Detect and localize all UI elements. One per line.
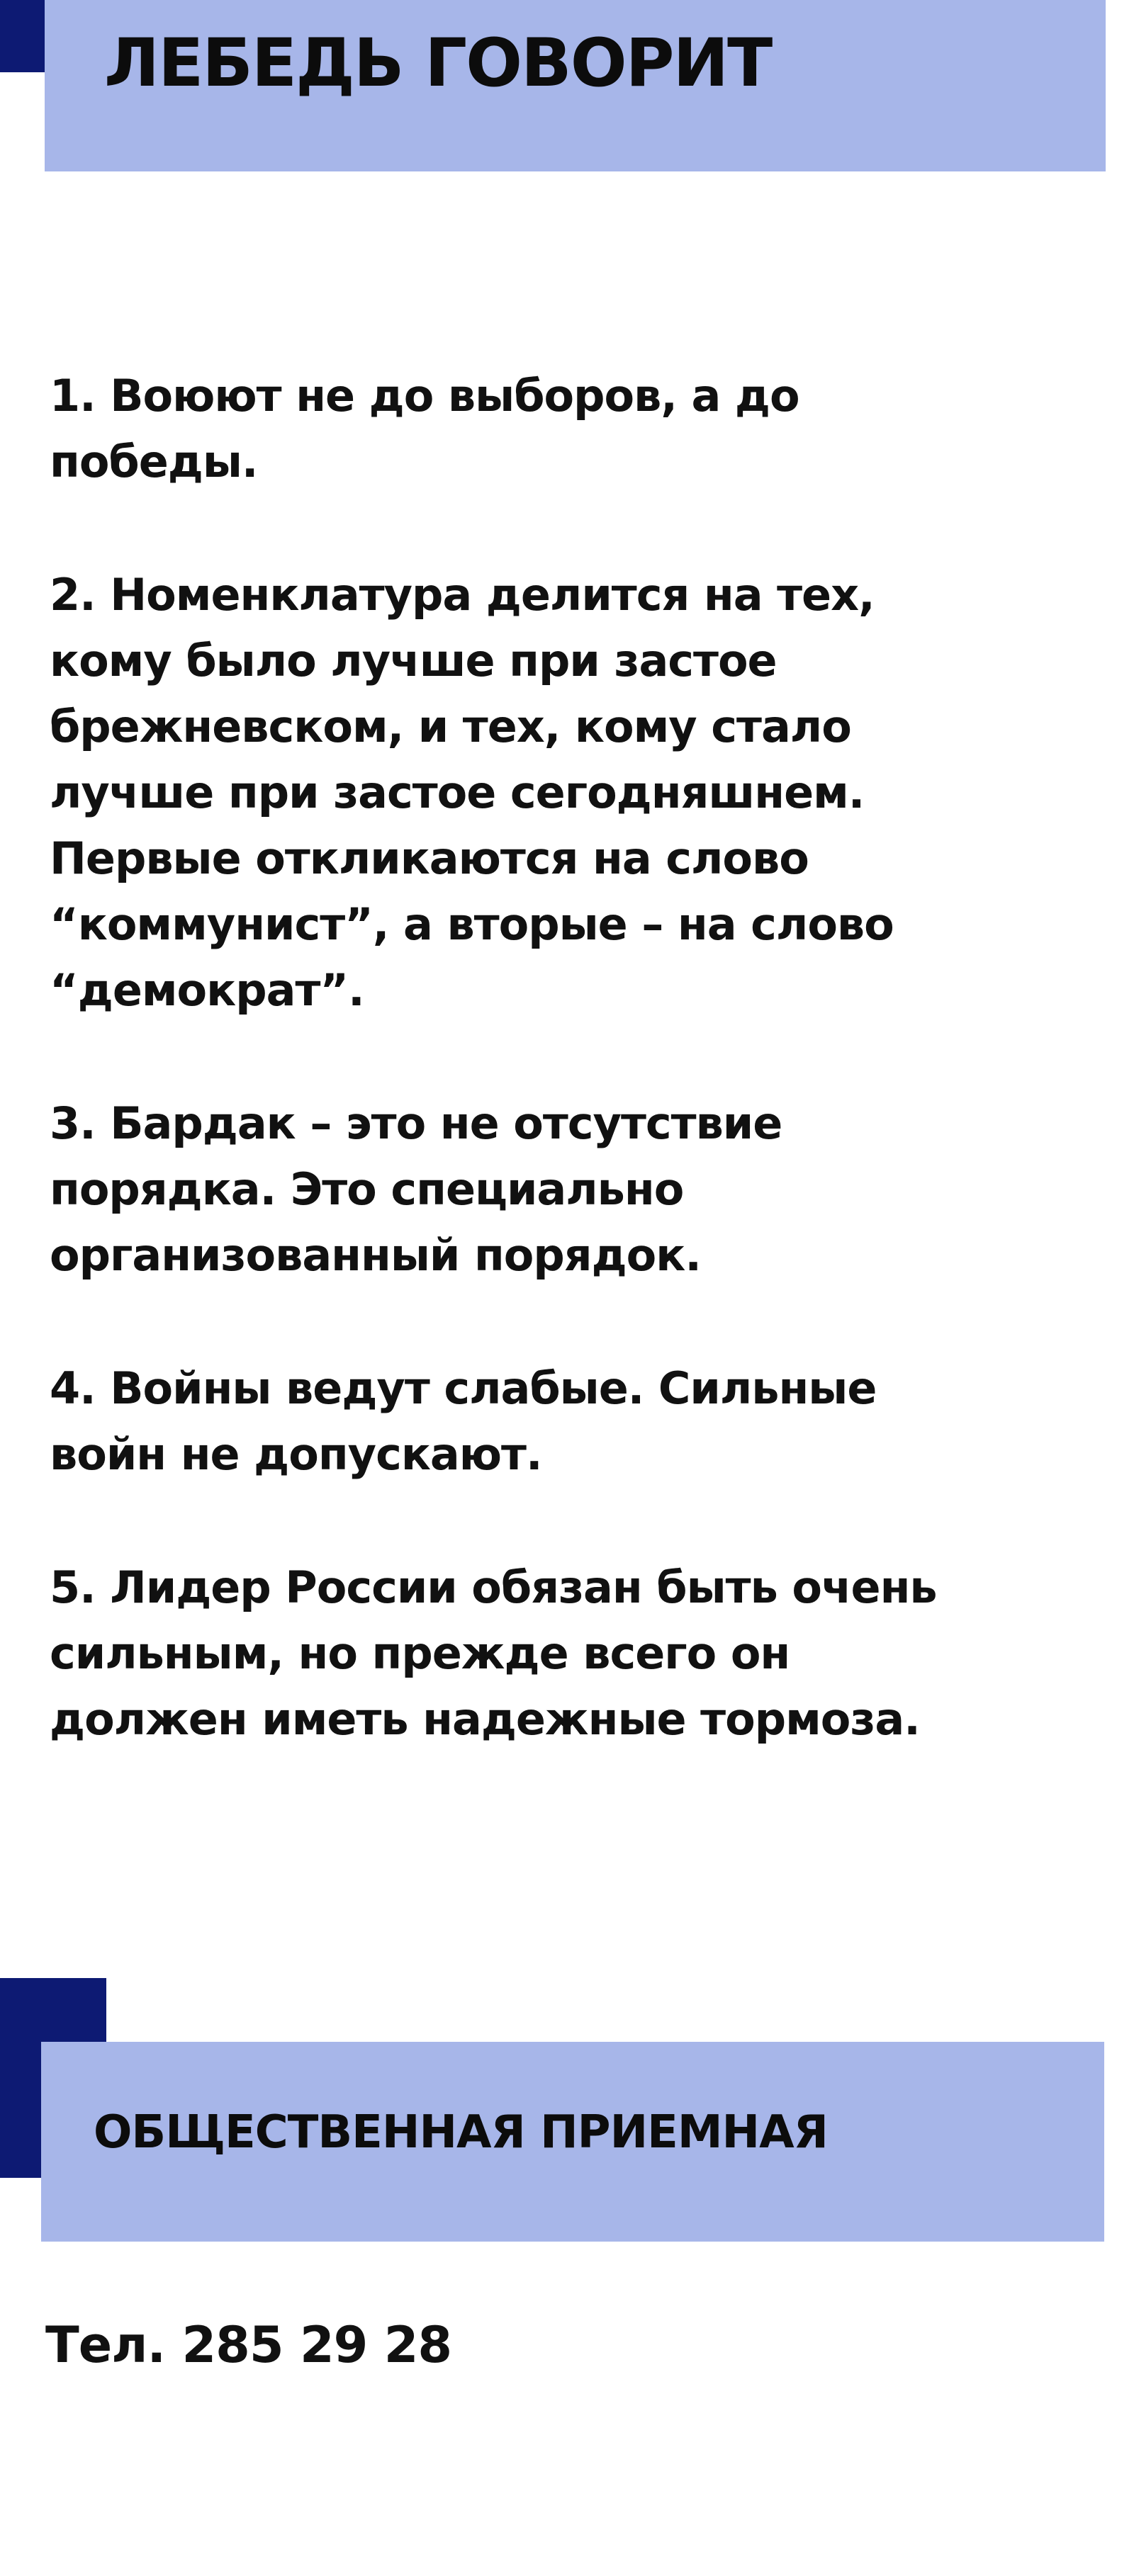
saying-3: 3. Бардак – это не отсутствие порядка. Это специально организованный порядок. (50, 1097, 782, 1281)
footer-banner (41, 2042, 1104, 2242)
header-banner (45, 0, 1106, 171)
phone-number: Тел. 285 29 28 (45, 2316, 452, 2374)
saying-5: 5. Лидер России обязан быть очень сильным, но прежде всего он должен иметь надежные тормоза. (50, 1561, 937, 1745)
saying-2: 2. Номенклатура делится на тех, кому было лучше при застое брежневском, и тех, кому стало лучше при застое сегодняшнем. Первые откликаются на слово “коммунист”, а вторые – на слово “демократ”. (50, 569, 894, 1016)
saying-4: 4. Войны ведут слабые. Сильные войн не допускают. (50, 1362, 877, 1480)
page-title: ЛЕБЕДЬ ГОВОРИТ (104, 25, 772, 102)
header-navy-accent (0, 0, 45, 72)
footer-title: ОБЩЕСТВЕННАЯ ПРИЕМНАЯ (94, 2106, 828, 2159)
saying-1: 1. Воюют не до выборов, а до победы. (50, 370, 799, 487)
sayings-list (50, 363, 1091, 1819)
